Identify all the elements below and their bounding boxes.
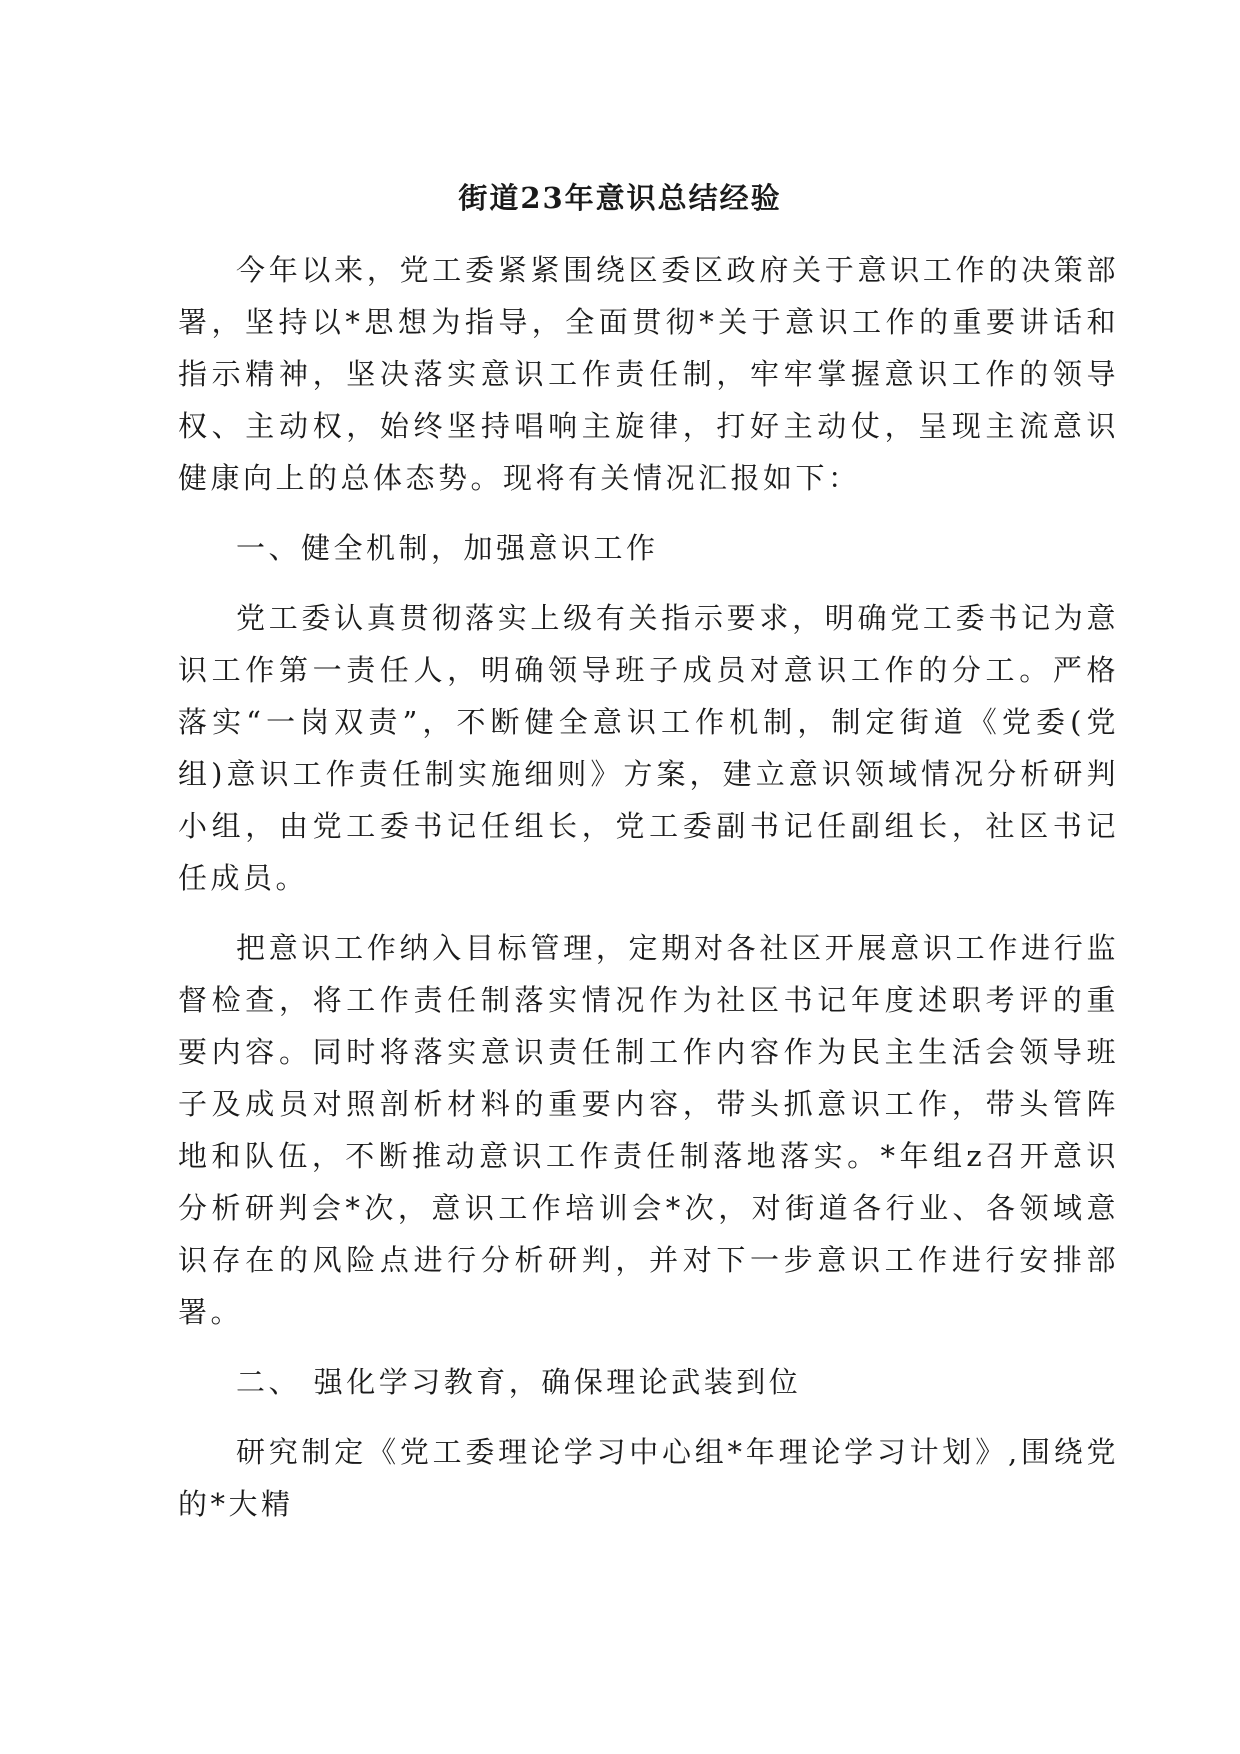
section-1-heading: 一、健全机制，加强意识工作 <box>236 531 659 565</box>
document-body <box>178 244 1119 1530</box>
section-2-heading: 二、 强化学习教育，确保理论武装到位 <box>236 1365 802 1399</box>
section-2-paragraph-1: 研究制定《党工委理论学习中心组*年理论学习计划》,围绕党的*大精 <box>178 1435 1119 1521</box>
intro-paragraph: 今年以来，党工委紧紧围绕区委区政府关于意识工作的决策部署，坚持以*思想为指导，全面贯彻*关于意识工作的重要讲话和指示精神，坚决落实意识工作责任制，牢牢掌握意识工作的领导权、主动权，始终坚持唱响主旋律，打好主动仗，呈现主流意识健康向上的总体态势。现将有关情况汇报如下： <box>178 253 1119 495</box>
section-1-paragraph-1: 党工委认真贯彻落实上级有关指示要求，明确党工委书记为意识工作第一责任人，明确领导班子成员对意识工作的分工。严格落实“一岗双责”，不断健全意识工作机制，制定街道《党委(党组)意识工作责任制实施细则》方案，建立意识领域情况分析研判小组，由党工委书记任组长，党工委副书记任副组长，社区书记任成员。 <box>178 601 1119 895</box>
section-1-paragraph-2: 把意识工作纳入目标管理，定期对各社区开展意识工作进行监督检查，将工作责任制落实情况作为社区书记年度述职考评的重要内容。同时将落实意识责任制工作内容作为民主生活会领导班子及成员对照剖析材料的重要内容，带头抓意识工作，带头管阵地和队伍，不断推动意识工作责任制落地落实。*年组z召开意识分析研判会*次，意识工作培训会*次，对街道各行业、各领域意识存在的风险点进行分析研判，并对下一步意识工作进行安排部署。 <box>178 931 1119 1329</box>
document-title: 街道23年意识总结经验 <box>458 181 782 215</box>
